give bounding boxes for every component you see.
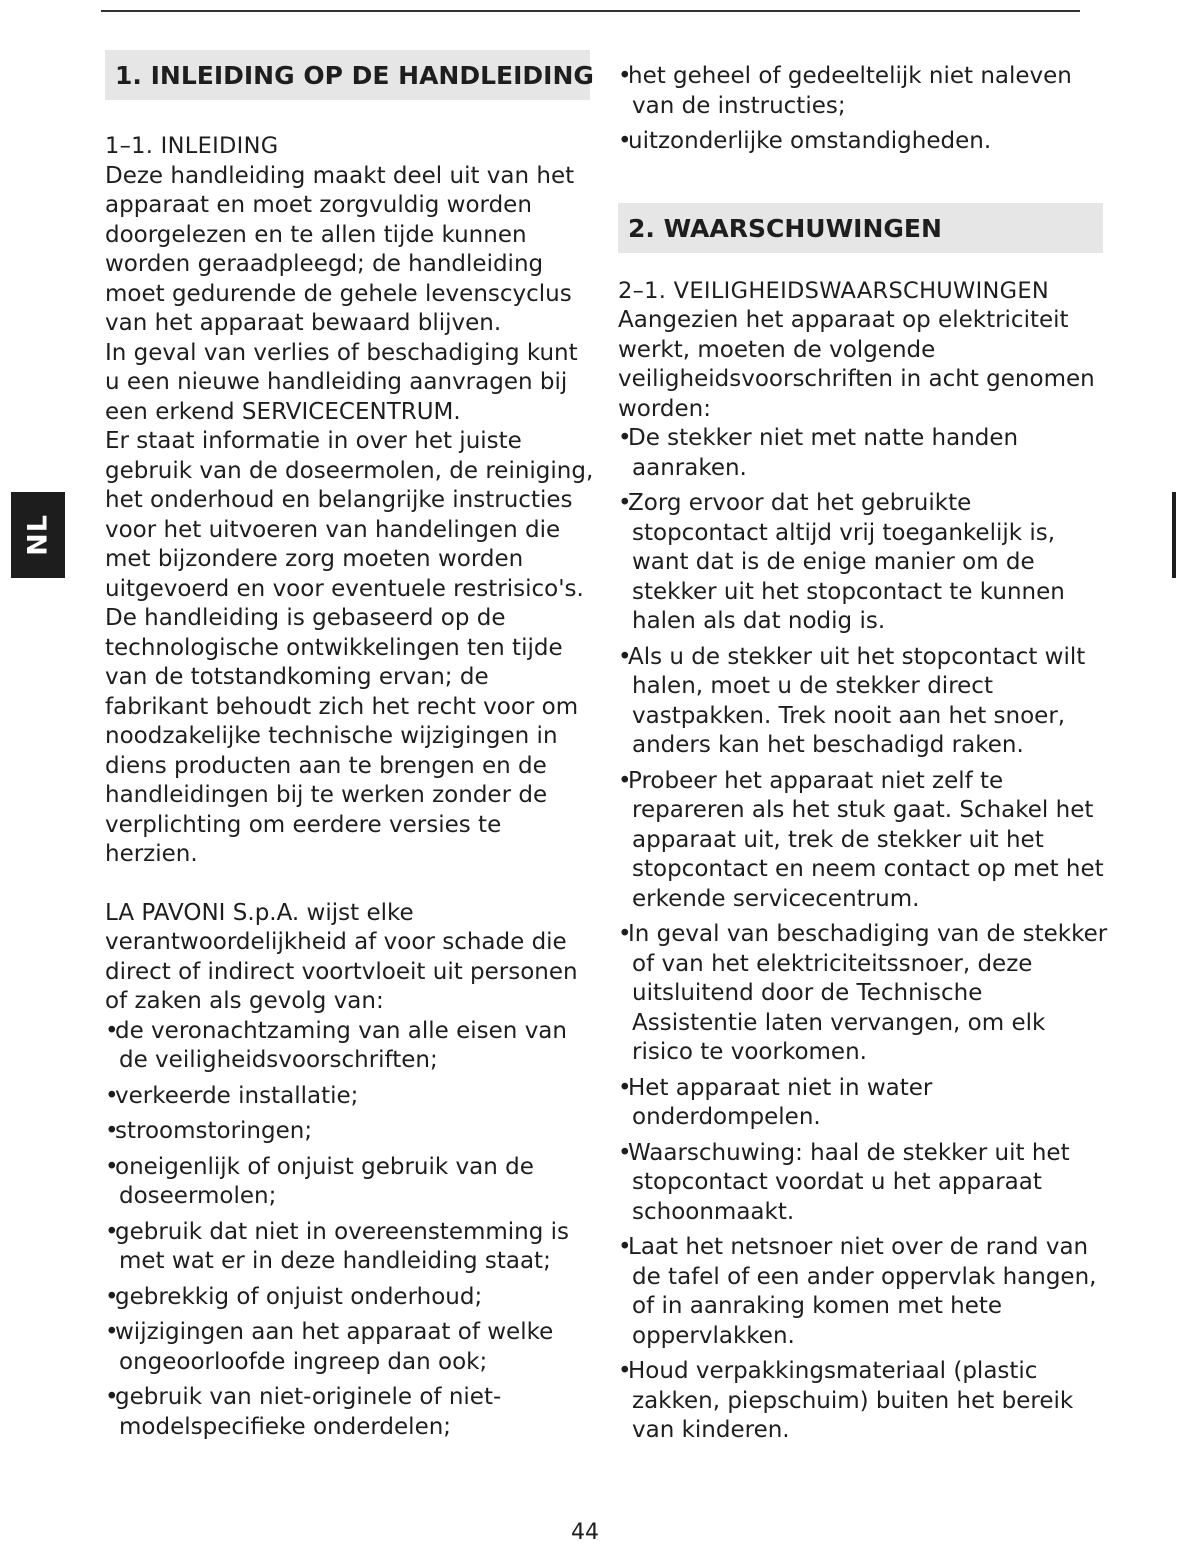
- page-number: 44: [571, 1520, 599, 1545]
- subsection-heading-safety-warnings: 2–1. VEILIGHEIDSWAARSCHUWINGEN: [618, 277, 1050, 304]
- list-item: • gebruik dat niet in overeenstemming is met wat er in deze handleiding staat;: [105, 1218, 595, 1277]
- list-item: • oneigenlijk of onjuist gebruik van de doseermolen;: [105, 1153, 595, 1212]
- list-item: • In geval van beschadiging van de stekker of van het elektriciteitssnoer, deze uitsluitend door de Technische Assistentie laten vervangen, om elk risico te voorkomen.: [618, 920, 1108, 1068]
- intro-paragraph-3: Er staat informatie in over het juiste gebruik van de doseermolen, de reiniging, het onderhoud en belangrijke instructies voor het uitvoeren van handelingen die met bijzondere zorg moeten worden uitgevoerd en voor eventuele restrisico's.: [105, 428, 594, 602]
- list-item: • Waarschuwing: haal de stekker uit het stopcontact voordat u het apparaat schoonmaakt.: [618, 1139, 1108, 1228]
- list-item: • uitzonderlijke omstandigheden.: [618, 127, 1108, 157]
- list-item: • wijzigingen aan het apparaat of welke ongeoorloofde ingreep dan ook;: [105, 1318, 595, 1377]
- intro-paragraph-2: In geval van verlies of beschadiging kunt u een nieuwe handleiding aanvragen bij een erkend SERVICECENTRUM.: [105, 339, 578, 425]
- list-item: • Houd verpakkingsmateriaal (plastic zakken, piepschuim) buiten het bereik van kinderen.: [618, 1357, 1108, 1446]
- list-item: • verkeerde installatie;: [105, 1082, 595, 1112]
- list-item: • de veronachtzaming van alle eisen van de veiligheidsvoorschriften;: [105, 1017, 595, 1076]
- thumb-index-marker: [1172, 492, 1176, 578]
- intro-paragraph-4: De handleiding is gebaseerd op de technologische ontwikkelingen ten tijde van de totstandkoming ervan; de fabrikant behoudt zich het recht voor om noodzakelijke technische wijzigingen in diens producten aan te brengen en de handleidingen bij te werken zonder de verplichting om eerdere versies te herzien.: [105, 605, 579, 867]
- intro-paragraph-1: Deze handleiding maakt deel uit van het apparaat en moet zorgvuldig worden doorgelezen en te allen tijde kunnen worden geraadpleegd; de handleiding moet gedurende de gehele levenscyclus van het apparaat bewaard blijven.: [105, 162, 575, 336]
- safety-warnings-list: [618, 424, 1108, 1446]
- list-item: • het geheel of gedeeltelijk niet naleven van de instructies;: [618, 62, 1108, 121]
- list-item: • stroomstoringen;: [105, 1117, 595, 1147]
- safety-intro: Aangezien het apparaat op elektriciteit werkt, moeten de volgende veiligheidsvoorschriften in acht genomen worden:: [618, 307, 1095, 422]
- liability-list-continued: [618, 62, 1108, 157]
- list-item: • Het apparaat niet in water onderdompelen.: [618, 1074, 1108, 1133]
- liability-intro: LA PAVONI S.p.A. wijst elke verantwoordelijkheid af voor schade die direct of indirect voortvloeit uit personen of zaken als gevolg van:: [105, 899, 578, 1014]
- top-rule: [101, 10, 1080, 12]
- subsection-heading-introduction: 1–1. INLEIDING: [105, 133, 279, 159]
- section-heading-introduction: 1. INLEIDING OP DE HANDLEIDING: [105, 50, 590, 100]
- list-item: • Laat het netsnoer niet over de rand van de tafel of een ander oppervlak hangen, of in aanraking komen met hete oppervlakken.: [618, 1233, 1108, 1351]
- list-item: • Probeer het apparaat niet zelf te repareren als het stuk gaat. Schakel het apparaat uit, trek de stekker uit het stopcontact en neem contact op met het erkende servicecentrum.: [618, 767, 1108, 915]
- list-item: • Als u de stekker uit het stopcontact wilt halen, moet u de stekker direct vastpakken. Trek nooit aan het snoer, anders kan het beschadigd raken.: [618, 643, 1108, 761]
- left-column: [105, 50, 595, 1448]
- list-item: • gebrekkig of onjuist onderhoud;: [105, 1283, 595, 1313]
- list-item: • Zorg ervoor dat het gebruikte stopcontact altijd vrij toegankelijk is, want dat is de enige manier om de stekker uit het stopcontact te kunnen halen als dat nodig is.: [618, 489, 1108, 637]
- liability-list: [105, 1017, 595, 1443]
- right-column: [618, 62, 1108, 1452]
- list-item: • gebruik van niet-originele of niet-modelspecifieke onderdelen;: [105, 1383, 595, 1442]
- language-tab-label: NL: [22, 514, 54, 556]
- language-tab: [11, 492, 65, 578]
- section-heading-warnings: 2. WAARSCHUWINGEN: [618, 203, 1103, 253]
- list-item: • De stekker niet met natte handen aanraken.: [618, 424, 1108, 483]
